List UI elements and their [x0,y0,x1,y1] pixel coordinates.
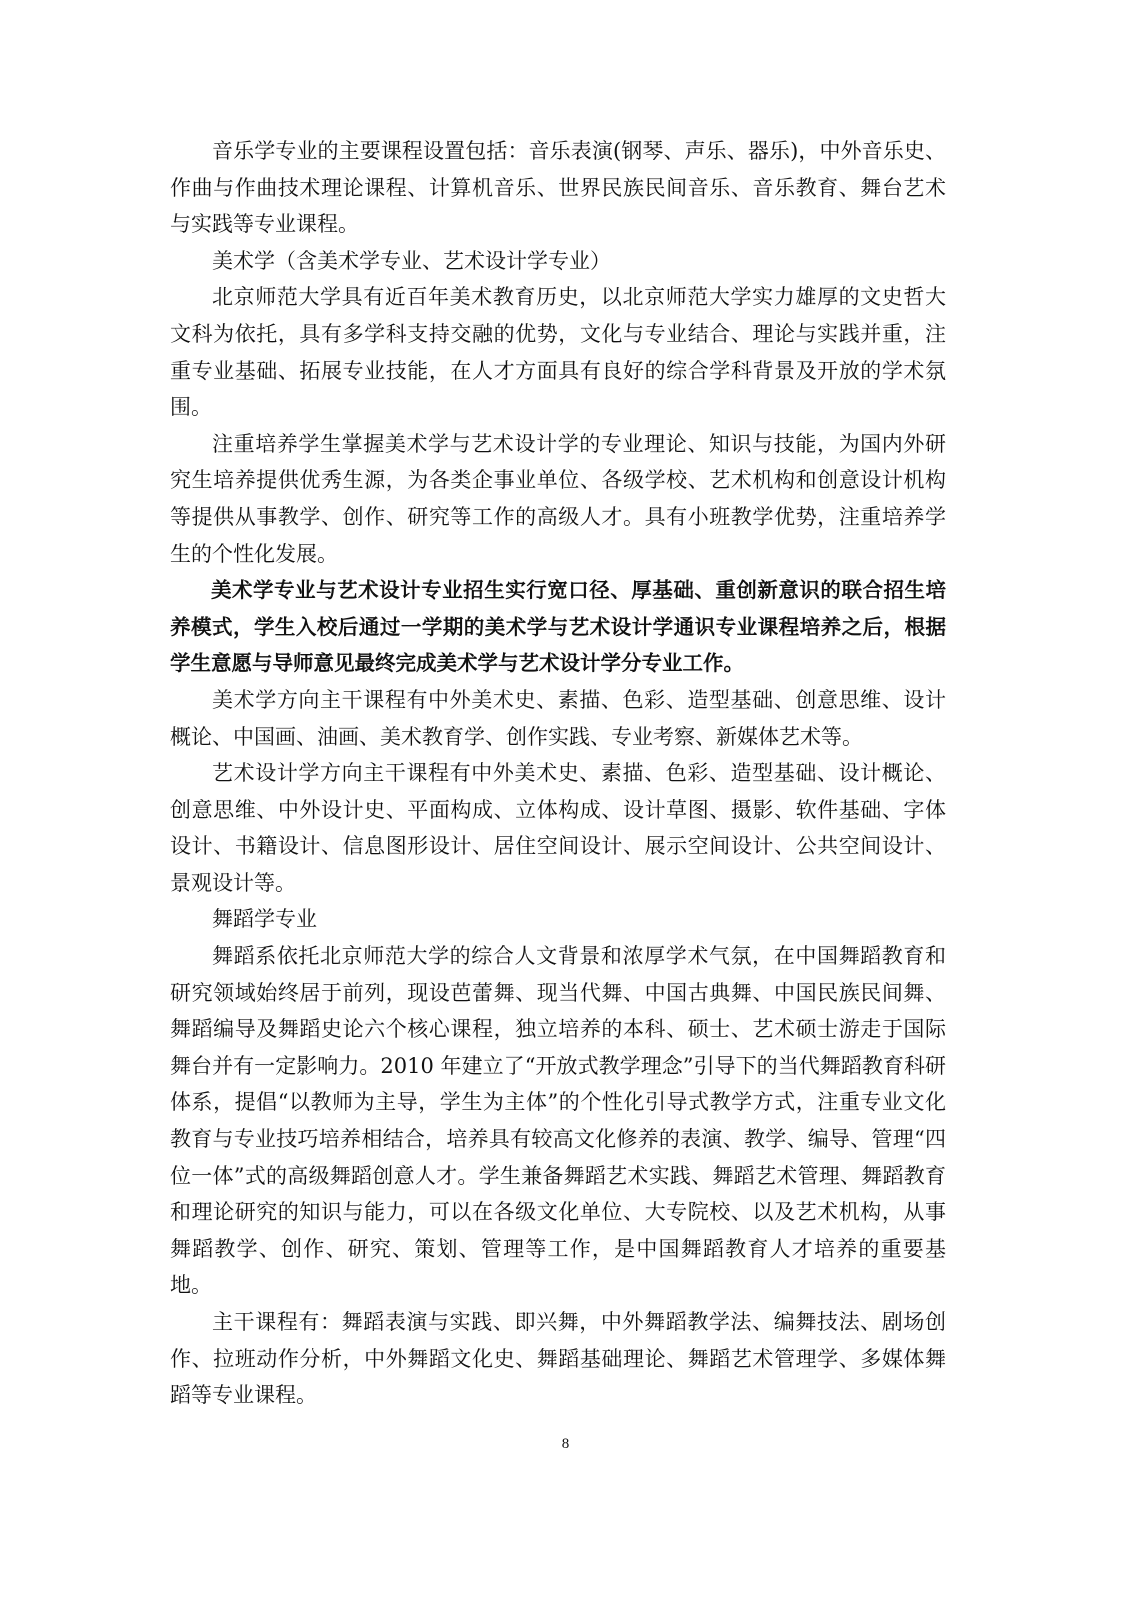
paragraph-fine-arts-training: 注重培养学生掌握美术学与艺术设计学的专业理论、知识与技能，为国内外研究生培养提供优秀生源，为各类企事业单位、各级学校、艺术机构和创意设计机构等提供从事教学、创作、研究等工作的高级人才。具有小班教学优势，注重培养学生的个性化发展。 [170,431,946,566]
body-text [170,133,946,1414]
page-number: 8 [561,1436,570,1452]
paragraph-dance-courses: 主干课程有：舞蹈表演与实践、即兴舞，中外舞蹈教学法、编舞技法、剧场创作、拉班动作分析，中外舞蹈文化史、舞蹈基础理论、舞蹈艺术管理学、多媒体舞蹈等专业课程。 [170,1310,946,1408]
heading-dance: 舞蹈学专业 [212,907,317,932]
paragraph-dance-department: 舞蹈系依托北京师范大学的综合人文背景和浓厚学术气氛，在中国舞蹈教育和研究领域始终居于前列，现设芭蕾舞、现当代舞、中国古典舞、中国民族民间舞、舞蹈编导及舞蹈史论六个核心课程，独立培养的本科、硕士、艺术硕士游走于国际舞台并有一定影响力。2010 年建立了“开放式教学理念”引导下的当代舞蹈教育科研体系，提倡“以教师为主导，学生为主体”的个性化引导式教学方式，注重专业文化教育与专业技巧培养相结合，培养具有较高文化修养的表演、教学、编导、管理“四位一体”式的高级舞蹈创意人才。学生兼备舞蹈艺术实践、舞蹈艺术管理、舞蹈教育和理论研究的知识与能力，可以在各级文化单位、大专院校、以及艺术机构，从事舞蹈教学、创作、研究、策划、管理等工作，是中国舞蹈教育人才培养的重要基地。 [170,944,946,1298]
paragraph-fine-arts-history: 北京师范大学具有近百年美术教育历史，以北京师范大学实力雄厚的文史哲大文科为依托，具有多学科支持交融的优势，文化与专业结合、理论与实践并重，注重专业基础、拓展专业技能，在人才方面具有良好的综合学科背景及开放的学术氛围。 [170,285,946,420]
paragraph-design-courses: 艺术设计学方向主干课程有中外美术史、素描、色彩、造型基础、设计概论、创意思维、中外设计史、平面构成、立体构成、设计草图、摄影、软件基础、字体设计、书籍设计、信息图形设计、居住空间设计、展示空间设计、公共空间设计、景观设计等。 [170,761,946,895]
paragraph-joint-admission: 美术学专业与艺术设计专业招生实行宽口径、厚基础、重创新意识的联合招生培养模式，学生入校后通过一学期的美术学与艺术设计学通识专业课程培养之后，根据学生意愿与导师意见最终完成美术学与艺术设计学分专业工作。 [170,578,946,676]
heading-fine-arts: 美术学（含美术学专业、艺术设计学专业） [212,248,611,273]
paragraph-music-courses: 音乐学专业的主要课程设置包括：音乐表演(钢琴、声乐、器乐)，中外音乐史、作曲与作曲技术理论课程、计算机音乐、世界民族民间音乐、音乐教育、舞台艺术与实践等专业课程。 [170,139,946,237]
paragraph-fine-arts-courses: 美术学方向主干课程有中外美术史、素描、色彩、造型基础、创意思维、设计概论、中国画、油画、美术教育学、创作实践、专业考察、新媒体艺术等。 [170,687,946,749]
